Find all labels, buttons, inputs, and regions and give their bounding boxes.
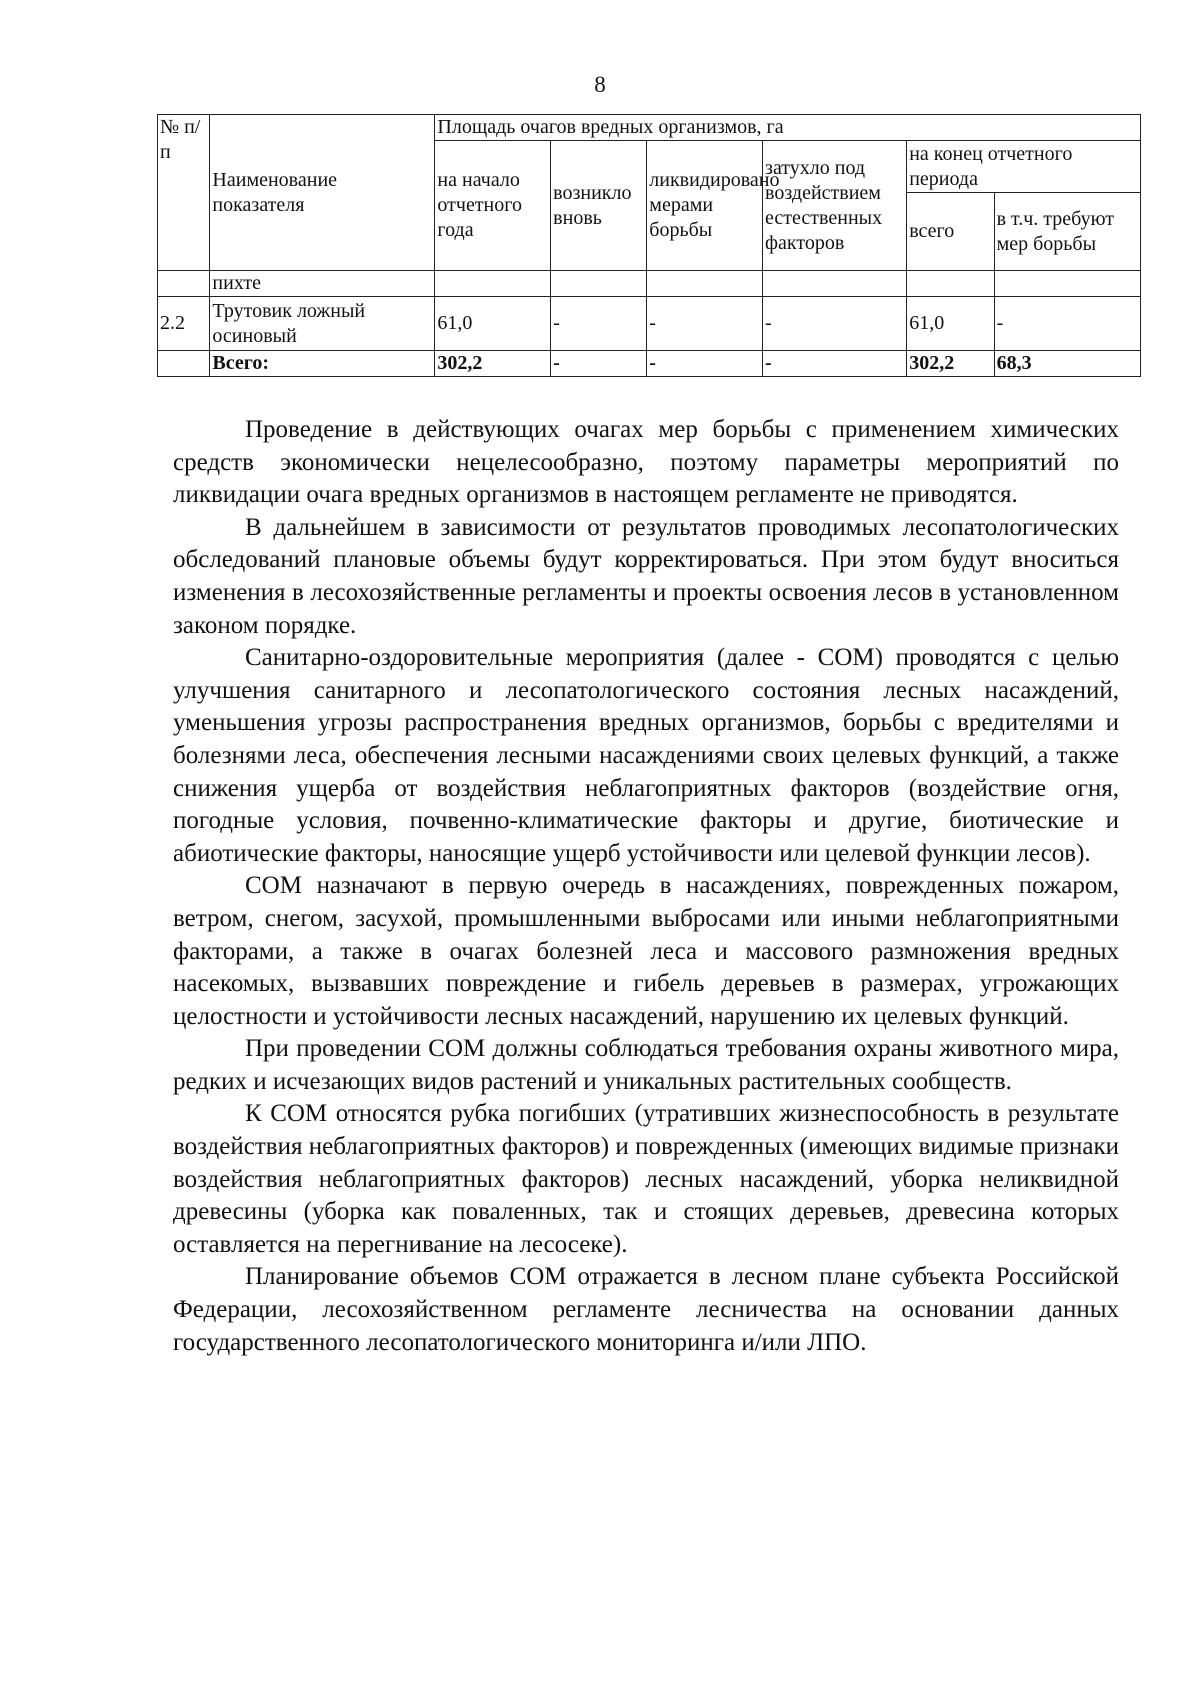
paragraph: К СОМ относятся рубка погибших (утративших жизнеспособность в результате воздействия неблагоприятных факторов) и поврежденных (имеющих видимые признаки воздействия неблагоприятных факторов) лесных насаждений, уборка неликвидной древесины (уборка как поваленных, так и стоящих деревьев, древесина которых оставляется на перегнивание на лесосеке). bbox=[173, 1100, 1119, 1258]
cell-total bbox=[907, 271, 994, 297]
cell-requiring bbox=[994, 271, 1140, 297]
paragraph: Проведение в действующих очагах мер борьбы с применением химических средств экономически нецелесообразно, поэтому параметры мероприятий по ликвидации очага вредных организмов в настоящем регламенте не приводятся. bbox=[173, 416, 1119, 509]
cell-new bbox=[551, 271, 647, 297]
header-new: возникло вновь bbox=[551, 141, 647, 271]
header-num: № п/п bbox=[158, 115, 210, 271]
cell-liquidated: - bbox=[647, 351, 763, 377]
cell-new: - bbox=[551, 297, 647, 351]
cell-name: Трутовик ложный осиновый bbox=[210, 297, 435, 351]
cell-num bbox=[158, 351, 210, 377]
header-total: всего bbox=[907, 193, 994, 271]
table-total-row bbox=[158, 351, 1141, 377]
header-end-period: на конец отчетного периода bbox=[907, 141, 1141, 193]
header-liquidated: ликвидировано мерами борьбы bbox=[647, 141, 763, 271]
cell-num bbox=[158, 271, 210, 297]
paragraph: В дальнейшем в зависимости от результатов проводимых лесопатологических обследований плановые объемы будут корректироваться. При этом будут вноситься изменения в лесохозяйственные регламенты и проекты освоения лесов в установленном законом порядке. bbox=[173, 513, 1119, 639]
cell-name: пихте bbox=[210, 271, 435, 297]
paragraph: СОМ назначают в первую очередь в насаждениях, поврежденных пожаром, ветром, снегом, засухой, промышленными выбросами или иными неблагоприятными факторами, а также в очагах болезней леса и массового размножения вредных насекомых, вызвавших повреждение и гибель деревьев в размерах, угрожающих целостности и устойчивости лесных насаждений, нарушению их целевых функций. bbox=[173, 872, 1119, 1030]
cell-start bbox=[435, 271, 551, 297]
cell-natural bbox=[763, 271, 907, 297]
cell-requiring: - bbox=[994, 297, 1140, 351]
table-row bbox=[158, 297, 1141, 351]
cell-new: - bbox=[551, 351, 647, 377]
cell-start: 302,2 bbox=[435, 351, 551, 377]
pest-area-table bbox=[157, 114, 1141, 377]
cell-liquidated: - bbox=[647, 297, 763, 351]
header-start-of-year: на начало отчетного года bbox=[435, 141, 551, 271]
cell-num: 2.2 bbox=[158, 297, 210, 351]
table-row bbox=[158, 271, 1141, 297]
header-area-group: Площадь очагов вредных организмов, га bbox=[435, 115, 1141, 141]
cell-name: Всего: bbox=[210, 351, 435, 377]
header-name: Наименование показателя bbox=[210, 115, 435, 271]
body-text bbox=[173, 414, 1119, 1359]
cell-total: 61,0 bbox=[907, 297, 994, 351]
cell-total: 302,2 bbox=[907, 351, 994, 377]
cell-start: 61,0 bbox=[435, 297, 551, 351]
table-header-row bbox=[158, 115, 1141, 141]
header-natural: затухло под воздействием естественных факторов bbox=[763, 141, 907, 271]
cell-requiring: 68,3 bbox=[994, 351, 1140, 377]
paragraph: Санитарно-оздоровительные мероприятия (далее - СОМ) проводятся с целью улучшения санитарного и лесопатологического состояния лесных насаждений, уменьшения угрозы распространения вредных организмов, борьбы с вредителями и болезнями леса, обеспечения лесными насаждениями своих целевых функций, а также снижения ущерба от воздействия неблагоприятных факторов (воздействие огня, погодные условия, почвенно-климатические факторы и другие, биотические и абиотические факторы, наносящие ущерб устойчивости или целевой функции лесов). bbox=[173, 644, 1119, 867]
page-number: 8 bbox=[594, 72, 606, 97]
header-requiring: в т.ч. требуют мер борьбы bbox=[994, 193, 1140, 271]
cell-liquidated bbox=[647, 271, 763, 297]
cell-natural: - bbox=[763, 297, 907, 351]
cell-natural: - bbox=[763, 351, 907, 377]
paragraph: Планирование объемов СОМ отражается в лесном плане субъекта Российской Федерации, лесохозяйственном регламенте лесничества на основании данных государственного лесопатологического мониторинга и/или ЛПО. bbox=[173, 1263, 1119, 1356]
paragraph: При проведении СОМ должны соблюдаться требования охраны животного мира, редких и исчезающих видов растений и уникальных растительных сообществ. bbox=[173, 1035, 1119, 1095]
